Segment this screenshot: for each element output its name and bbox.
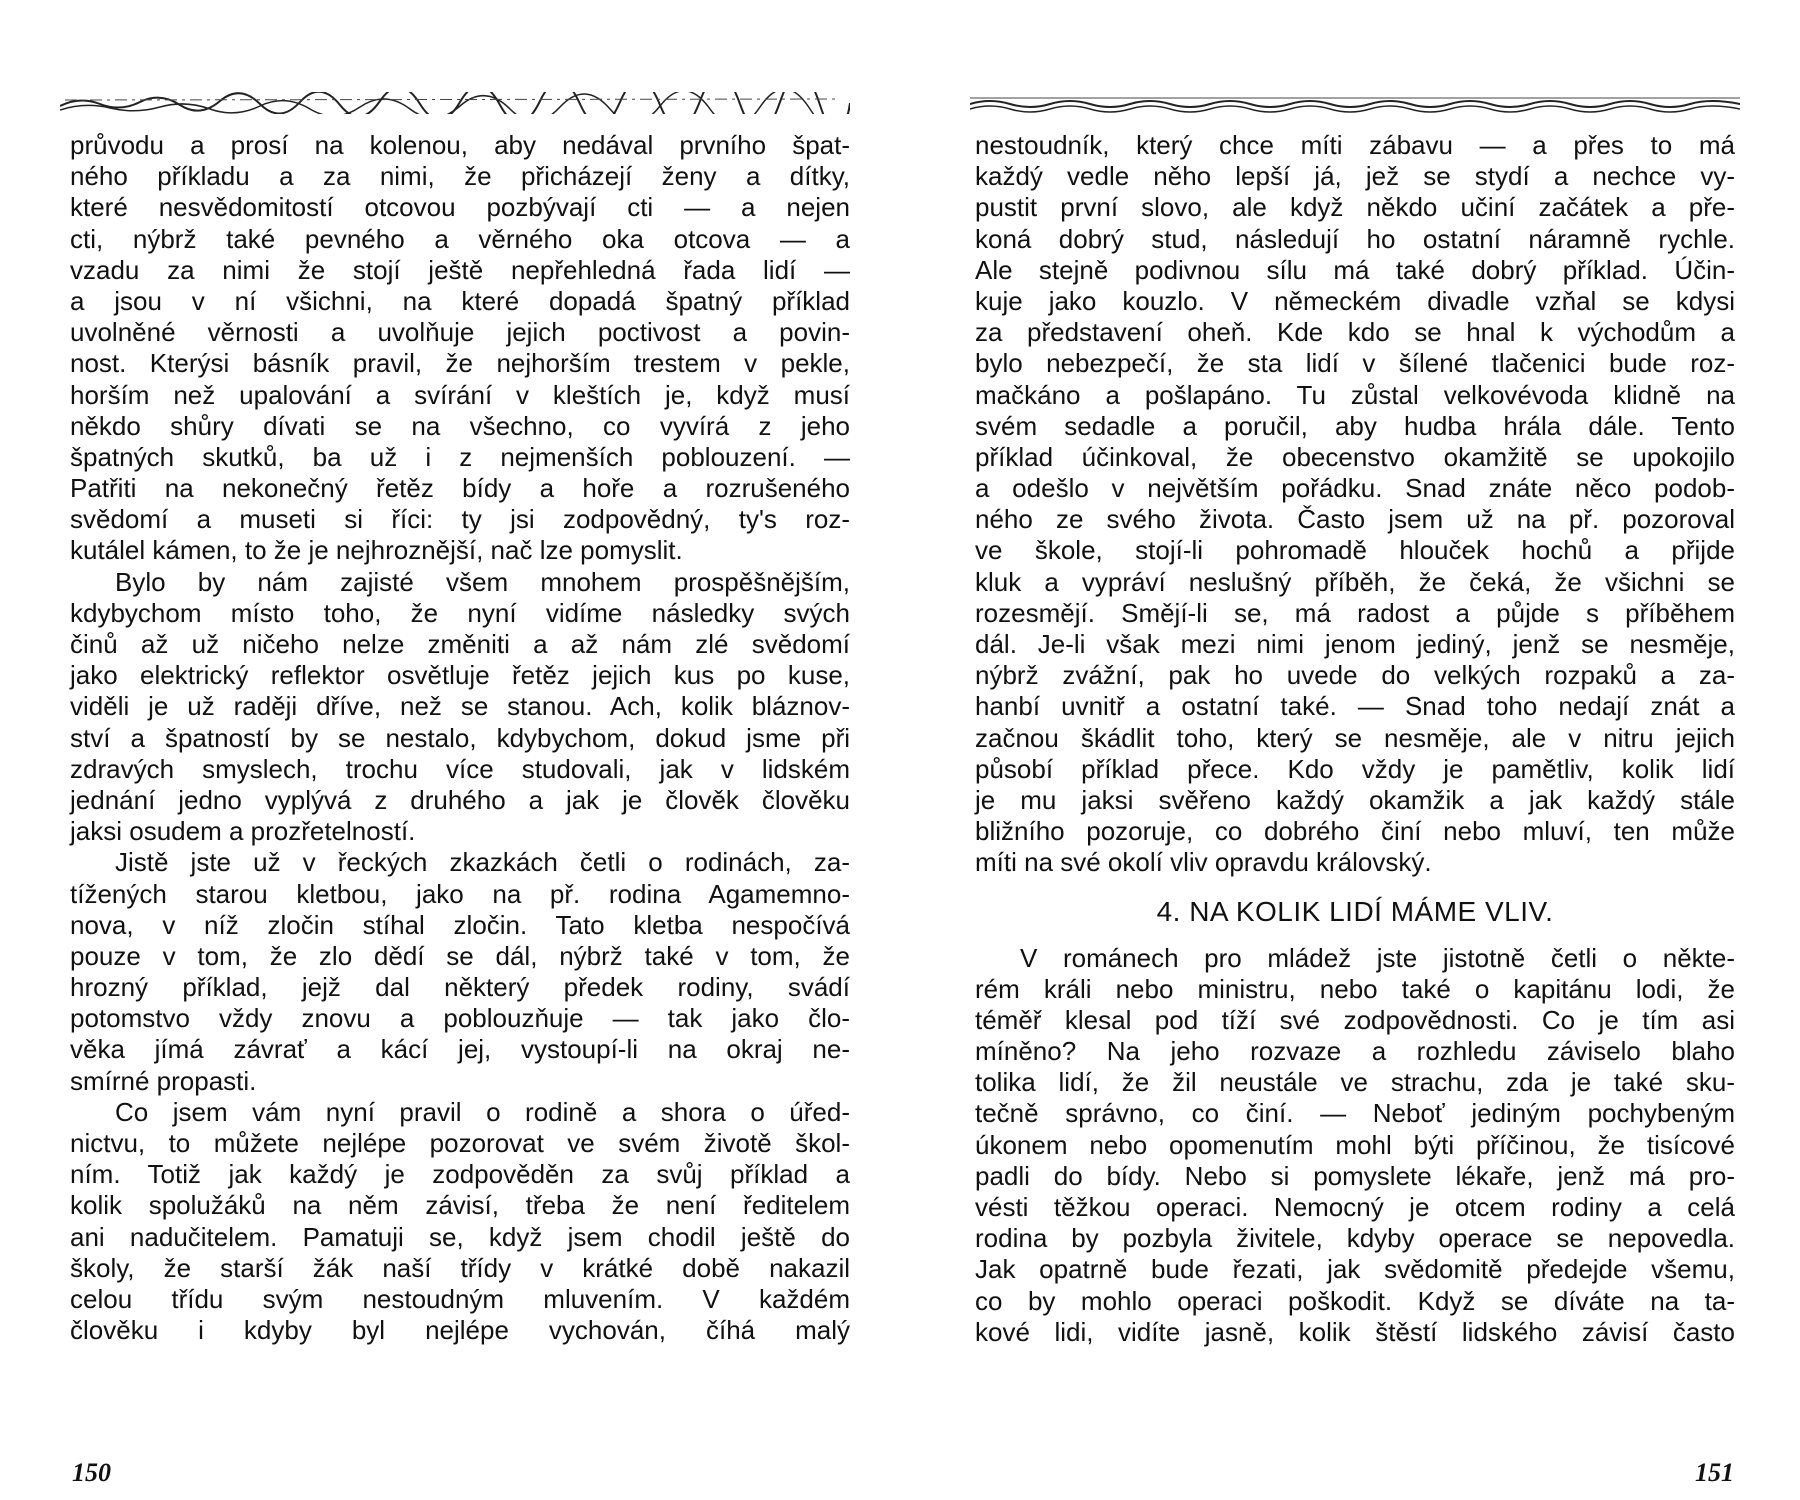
text-line: věka jímá závrať a kácí jej, vystoupí-li na okraj ne-	[70, 1034, 850, 1065]
text-line: Bylo by nám zajisté všem mnohem prospěšnějším,	[115, 566, 850, 597]
text-line: a jsou v ní všichni, na které dopadá špatný příklad	[70, 285, 850, 316]
text-line: bližního pozoruje, co dobrého činí nebo mluví, ten může	[975, 816, 1735, 847]
text-line: vzadu za nimi že stojí ještě nepřehledná řada lidí —	[70, 254, 850, 285]
text-line: kutálel kámen, to že je nejhroznější, nač lze pomyslit.	[70, 535, 683, 566]
text-line: V románech pro mládež jste jistotně četli o někte-	[1020, 942, 1735, 973]
text-line: Jak opatrně bude řezati, jak svědomitě předejde všemu,	[975, 1254, 1735, 1285]
text-line: kolik spolužáků na něm závisí, třeba že není ředitelem	[70, 1190, 850, 1221]
text-line: pouze v tom, že zlo dědí se dál, nýbrž také v tom, že	[70, 940, 850, 971]
text-line: je mu jaksi svěřeno každý okamžik a jak každý stále	[975, 784, 1735, 815]
text-line: ve škole, stojí-li pohromadě hlouček hochů a přijde	[975, 535, 1735, 566]
text-line: rodina by pozbyla živitele, kdyby operace se nepovedla.	[975, 1223, 1735, 1254]
text-line: kové lidi, vidíte jasně, kolik štěstí lidského závisí často	[975, 1316, 1735, 1347]
page-number: 150	[72, 1458, 111, 1487]
text-line: za představení oheň. Kde kdo se hnal k východům a	[975, 317, 1735, 348]
text-line: kuje jako kouzlo. V německém divadle vzňal se kdysi	[975, 285, 1735, 316]
page-number: 151	[1695, 1458, 1734, 1487]
text-line: viděli je už raději dříve, než se stanou. Ach, kolik bláznov-	[70, 691, 850, 722]
text-line: hrozný příklad, jejž dal některý předek rodiny, svádí	[70, 972, 850, 1003]
text-line: ství a špatností by se nestalo, kdybychom, dokud jsme při	[70, 722, 850, 753]
text-line: zdravých smyslech, trochu více studovali, jak v lidském	[70, 753, 850, 784]
text-line: uvolněné věrnosti a uvolňuje jejich poctivost a povin-	[70, 317, 850, 348]
text-line: nestoudník, který chce míti zábavu — a přes to má	[975, 130, 1735, 160]
text-line: špatných skutků, ba už i z nejmenších poblouzení. —	[70, 441, 850, 472]
text-line: kluk a vypráví neslušný příběh, že čeká, že všichni se	[975, 566, 1735, 597]
text-line: které nesvědomitostí otcovou pozbývají cti — a nejen	[70, 192, 850, 223]
text-line: ného příkladu a za nimi, že přicházejí ženy a dítky,	[70, 161, 850, 192]
text-line: nova, v níž zločin stíhal zločin. Tato kletba nespočívá	[70, 909, 850, 940]
text-line: ného ze svého života. Často jsem už na př. pozoroval	[975, 504, 1735, 535]
text-line: člověku i kdyby byl nejlépe vychován, číhá malý	[70, 1315, 850, 1346]
text-line: a odešlo v největším pořádku. Snad znáte něco podob-	[975, 473, 1735, 504]
text-line: téměř klesal pod tíží své zodpovědnosti. Co je tím asi	[975, 1004, 1735, 1035]
text-line: padli do bídy. Nebo si pomyslete lékaře, jenž má pro-	[975, 1160, 1735, 1191]
text-line: činů až už ničeho nelze změniti a až nám zlé svědomí	[70, 629, 850, 659]
text-line: potomstvo vždy znovu a poblouzňuje — tak jako člo-	[70, 1003, 850, 1034]
text-line: Co jsem vám nyní pravil o rodině a shora o úřed-	[115, 1096, 850, 1127]
text-line: mačkáno a pošlapáno. Tu zůstal velkovévoda klidně na	[975, 379, 1735, 410]
text-line: kdybychom místo toho, že nyní vidíme následky svých	[70, 597, 850, 628]
text-line: jako elektrický reflektor osvětluje řetěz jejich kus po kuse,	[70, 660, 850, 691]
text-line: pustit první slovo, ale když někdo učiní začátek a pře-	[975, 192, 1735, 223]
text-line: působí příklad přece. Kdo vždy je pamětliv, kolik lidí	[975, 753, 1735, 784]
text-line: nýbrž zvážní, pak ho uvede do velkých rozpaků a za-	[975, 660, 1735, 691]
text-line: horším než upalování a svírání v kleštích je, když musí	[70, 379, 850, 410]
text-line: rozesmějí. Smějí-li se, má radost a půjde s příběhem	[975, 597, 1735, 628]
text-line: tečně správno, co činí. — Neboť jediným pochybeným	[975, 1098, 1735, 1129]
text-line: ani nadučitelem. Pamatuji se, když jsem chodil ještě do	[70, 1221, 850, 1252]
text-line: tížených starou kletbou, jako na př. rodina Agamemno-	[70, 878, 850, 909]
text-line: nictvu, to můžete nejlépe pozorovat ve svém životě škol-	[70, 1128, 850, 1158]
text-line: koná dobrý stud, následují ho ostatní náramně rychle.	[975, 223, 1735, 254]
text-line: hanbí uvnitř a ostatní také. — Snad toho nedají znát a	[975, 691, 1735, 722]
text-line: co by mohlo operaci poškodit. Když se díváte na ta-	[975, 1285, 1735, 1316]
left-page	[60, 0, 850, 1500]
text-line: nost. Kterýsi básník pravil, že nejhorším trestem v pekle,	[70, 348, 850, 379]
text-line: příklad účinkoval, že obecenstvo okamžitě se upokojilo	[975, 441, 1735, 472]
ornament-header-rule	[970, 92, 1740, 114]
right-page	[970, 0, 1740, 1500]
text-line: Patřiti na nekonečný řetěz bídy a hoře a rozrušeného	[70, 473, 850, 504]
text-line: Jistě jste už v řeckých zkazkách četli o rodinách, za-	[115, 847, 850, 878]
ornament-header-rule	[60, 92, 850, 114]
text-line: úkonem nebo opomenutím mohl býti příčinou, že tisícové	[975, 1129, 1735, 1160]
right-page-text	[975, 130, 1735, 1348]
text-line: ním. Totiž jak každý je zodpověděn za svůj příklad a	[70, 1159, 850, 1190]
text-line: školy, že starší žák naší třídy v krátké době nakazil	[70, 1252, 850, 1283]
text-line: tolika lidí, že žil neustále ve strachu, zda je také sku-	[975, 1067, 1735, 1098]
text-line: svém sedadle a poručil, aby hudba hrála dále. Tento	[975, 410, 1735, 441]
section-heading: 4. NA KOLIK LIDÍ MÁME VLIV.	[1156, 895, 1554, 927]
text-line: rém králi nebo ministru, nebo také o kapitánu lodi, že	[975, 973, 1735, 1004]
text-line: někdo shůry dívati se na všechno, co vyvírá z jeho	[70, 410, 850, 441]
text-line: cti, nýbrž také pevného a věrného oka otcova — a	[70, 223, 850, 254]
text-line: každý vedle něho lepší já, jež se stydí a nechce vy-	[975, 161, 1735, 192]
text-line: míti na své okolí vliv opravdu královský.	[975, 847, 1432, 878]
left-page-text	[70, 130, 850, 1346]
text-line: míněno? Na jeho rozvaze a rozhledu záviselo blaho	[975, 1036, 1735, 1067]
text-line: bylo nebezpečí, že sta lidí v šílené tlačenici bude roz-	[975, 348, 1735, 379]
text-line: začnou škádlit toho, který se nesměje, ale v nitru jejich	[975, 722, 1735, 753]
text-line: celou třídu svým nestoudným mluvením. V každém	[70, 1283, 850, 1314]
text-line: jaksi osudem a prozřetelností.	[70, 816, 416, 847]
text-line: vésti těžkou operaci. Nemocný je otcem rodiny a celá	[975, 1192, 1735, 1222]
text-line: dál. Je-li však mezi nimi jenom jediný, jenž se nesměje,	[975, 629, 1735, 659]
text-line: smírné propasti.	[70, 1065, 257, 1096]
text-line: svědomí a museti si říci: ty jsi zodpovědný, ty's roz-	[70, 504, 850, 535]
text-line: jednání jedno vyplývá z druhého a jak je člověk člověku	[70, 784, 850, 815]
text-line: průvodu a prosí na kolenou, aby nedával prvního špat-	[70, 130, 850, 160]
text-line: Ale stejně podivnou sílu má také dobrý příklad. Účin-	[975, 254, 1735, 285]
